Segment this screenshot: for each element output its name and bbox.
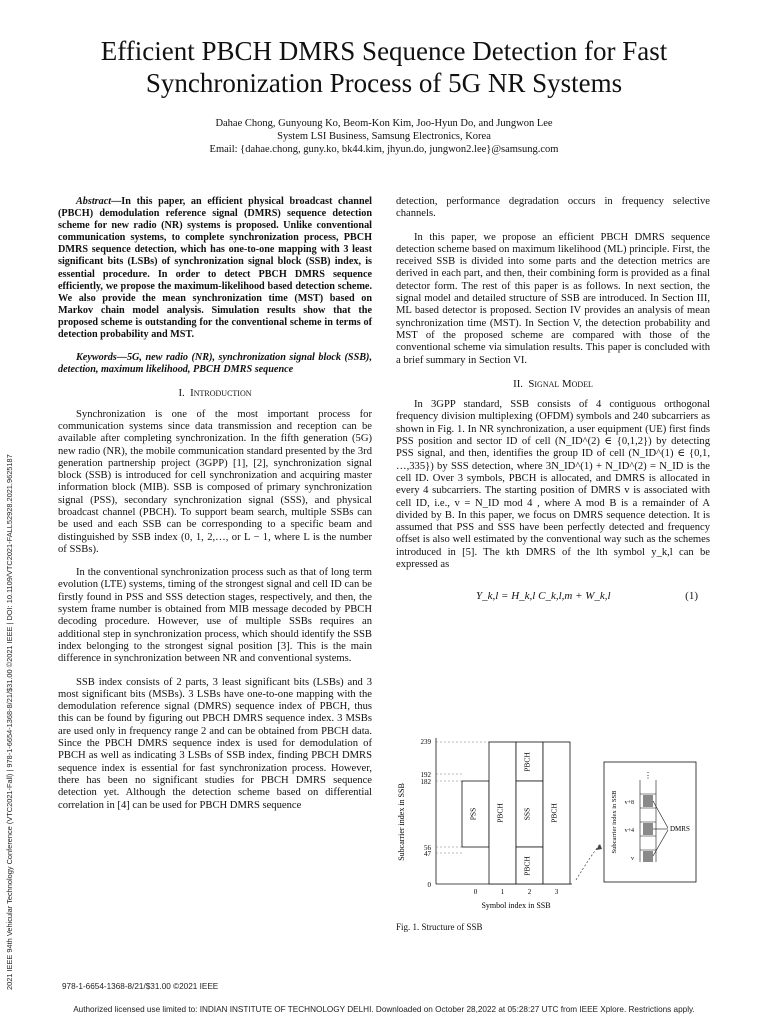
signal-model-paragraph: In 3GPP standard, SSB consists of 4 contiguous orthogonal frequency division multiplexing (OFDM) symbols and 240 subcarriers as shown in Fig. 1. In NR synchronization, a user equipment (UE) first finds PSS position and sector ID of cell (N_ID^(2) ∈ {0,1,2}) by detecting PSS signal, and then, identifies the group ID of cell (N_ID^(1) ∈ {0,1, …,335}) by SSS detection, where 3N_ID^(1) + N_ID^(2) = N_ID is the cell ID. Over 3 symbols, PBCH is allocated, and DMRS is allocated in every 4 subcarriers. The starting position of DMRS v is associated with cell ID, i.e., v = N_ID mod 4 , where A mod B is a remainder of A divided by B. In this paper, we focus on DMRS sequence detection. It is assumed that PSS and SSS have been perfectly detected and frequency offset is also well estimated by the conventional way such as the schemes introduced in [5]. The kth DMRS of the lth symbol y_k,l can be expressed as bbox=[396, 399, 710, 571]
intro-paragraph-3: SSB index consists of 2 parts, 3 least significant bits (LSBs) and 3 most significant bits (MSBs). 3 LSBs have one-to-one mapping with the demodulation reference signal (DMRS) sequence index of PBCH, thus this can be found by figuring out PBCH DMRS sequence index. 3 MSBs are used only in frequency range 2 and can be obtained from PBCH data. Since the PBCH DMRS sequence index is used for demodulation of PBCH as well as indicating 3 LSBs of SSB index, finding PBCH DMRS sequence index is essential for fast synchronization process. However, there has been no significant studies for PBCH DMRS sequence detection yet. Although the detection scheme based on differential correlation in [4] can be used for PBCH DMRS sequence bbox=[58, 676, 372, 811]
figure-caption: Fig. 1. Structure of SSB bbox=[396, 922, 483, 932]
y-tick-47: 47 bbox=[424, 850, 431, 858]
x-tick-0: 0 bbox=[473, 888, 478, 896]
author-email: Email: {dahae.chong, guny.ko, bk44.kim, jhyun.do, jungwon2.lee}@samsung.com bbox=[209, 144, 559, 155]
pbch-label-symbol-2-top: PBCH bbox=[522, 752, 532, 772]
equation-1-number: (1) bbox=[685, 590, 698, 603]
equation-1 bbox=[396, 582, 710, 610]
intro-continuation: detection, performance degradation occurs in frequency selective channels. bbox=[396, 196, 710, 220]
inset-tick-v: v bbox=[631, 856, 634, 862]
inset-dots: ⋮ bbox=[644, 771, 652, 780]
section-1-title: Introduction bbox=[190, 387, 252, 400]
pss-label: PSS bbox=[468, 807, 478, 821]
paper-title bbox=[40, 35, 728, 99]
equation-1-expression: Y_k,l = H_k,l C_k,l,m + W_k,l bbox=[476, 590, 611, 603]
dmrs-cell-v bbox=[643, 851, 653, 862]
section-2-title: Signal Model bbox=[528, 377, 593, 390]
intro-paragraph-1: Synchronization is one of the most important process for communication systems since data transmission and reception can be available after completing synchronization. In the fifth generation (5G) new radio (NR), the mobile communication standard presented by the 3rd generation partnership project (3GPP) [1], [2], synchronization signal block (SSB) is introduced for cell synchronization and acquiring master information block (MIB). SSB is composed of primary synchronization signal (PSS), secondary synchronization signal (SSS), and physical broadcast channel (PBCH). To support beam search, multiple SSBs can be used and each SSB can be corresponding to a specific beam and distinguished by SSB index (0, 1, 2,…, or L − 1, where L is the number of SSBs). bbox=[58, 408, 372, 555]
inset-y-label: Subcarrier index in SSB bbox=[611, 790, 618, 854]
author-block bbox=[40, 117, 728, 156]
section-2-heading bbox=[396, 378, 710, 390]
left-column bbox=[58, 196, 372, 823]
y-tick-239: 239 bbox=[420, 738, 431, 746]
y-tick-182: 182 bbox=[420, 778, 431, 786]
dmrs-cell-v8 bbox=[643, 795, 653, 807]
dmrs-cell-v4 bbox=[643, 823, 653, 835]
y-tick-56: 56 bbox=[424, 844, 431, 852]
dmrs-label: DMRS bbox=[670, 825, 690, 833]
copyright-line: 978-1-6654-1368-8/21/$31.00 ©2021 IEEE bbox=[62, 982, 219, 991]
intro-paragraph-4: In this paper, we propose an efficient PBCH DMRS sequence detection scheme based on maximum likelihood (ML) principle. First, the received SSB is divided into some parts and the detection metrics are derived in each part, and then, their combining form is provided as a final detector form. The rest of this paper is as follows. In next section, the signal model and detailed structure of SSB are introduced. In Section III, ML based detector is proposed. Section IV provides an analysis of mean synchronization time (MST). In Section V, the detection probability and MST of the proposed scheme are compared with those of the conventional scheme via simulation results. This paper is concluded with a brief summary in Section VI. bbox=[396, 231, 710, 366]
author-names: Dahae Chong, Gunyoung Ko, Beom-Kon Kim, Joo-Hyun Do, and Jungwon Lee bbox=[215, 118, 553, 129]
title-line-2: Synchronization Process of 5G NR Systems bbox=[145, 68, 623, 98]
abstract bbox=[58, 196, 372, 341]
y-tick-0: 0 bbox=[427, 881, 431, 889]
x-tick-1: 1 bbox=[500, 888, 505, 896]
conference-sidebar: 2021 IEEE 94th Vehicular Technology Conference (VTC2021-Fall) | 978-1-6654-1368-8/21/$31.00 ©2021 IEEE | DOI: 10.1109/VTC2021-FALL52928.2021.9625187 bbox=[5, 454, 14, 990]
license-notice: Authorized licensed use limited to: INDIAN INSTITUTE OF TECHNOLOGY DELHI. Downloaded on October 28,2022 at 05:28:27 UTC from IEEE Xplore. Restrictions apply. bbox=[73, 1005, 695, 1014]
right-column bbox=[396, 196, 710, 618]
section-1-numeral: I. bbox=[178, 387, 185, 400]
y-axis-label: Subcarrier index in SSB bbox=[397, 783, 406, 861]
pbch-label-symbol-1: PBCH bbox=[495, 803, 505, 823]
intro-paragraph-2: In the conventional synchronization process such as that of long term evolution (LTE) systems, timing of the strongest signal and cell ID can be firstly found in PSS and SSS detection stages, respectively, and then, the system frame number is obtained from MIB message decoded by PBCH decoding procedure. However, use of multiple SSBs requires an additional step in synchronization process, which should identify the SSB index belonging to the strongest signal position [3]. This is the main difference in synchronization between NR and conventional systems. bbox=[58, 567, 372, 665]
x-axis-label: Symbol index in SSB bbox=[481, 901, 551, 910]
abstract-label: Abstract bbox=[76, 196, 112, 207]
inset-tick-v4: v+4 bbox=[624, 828, 634, 834]
pbch-label-symbol-2-bottom: PBCH bbox=[522, 856, 532, 876]
title-line-1: Efficient PBCH DMRS Sequence Detection for Fast bbox=[100, 36, 668, 66]
pbch-label-symbol-3: PBCH bbox=[549, 803, 559, 823]
section-1-heading bbox=[58, 387, 372, 399]
ssb-structure-figure bbox=[394, 732, 724, 914]
keywords: Keywords—5G, new radio (NR), synchronization signal block (SSB), detection, maximum likelihood, PBCH DMRS sequence bbox=[58, 352, 372, 376]
author-affiliation: System LSI Business, Samsung Electronics, Korea bbox=[277, 131, 491, 142]
section-2-numeral: II. bbox=[513, 377, 523, 390]
sss-label: SSS bbox=[522, 807, 532, 821]
x-tick-2: 2 bbox=[527, 888, 532, 896]
inset-tick-v8: v+8 bbox=[624, 800, 634, 806]
x-tick-3: 3 bbox=[554, 888, 559, 896]
abstract-text: —In this paper, an efficient physical broadcast channel (PBCH) demodulation reference signal (DMRS) sequence detection scheme for new radio (NR) systems is proposed. Unlike conventional communication systems, to complete synchronization process, PBCH DMRS sequence detection, which has one-to-one mapping with 3 least significant bits (LSBs) of synchronization signal block (SSB) index, is essential procedure. In order to detect PBCH DMRS sequence efficiently, we propose the maximum-likelihood based detection scheme. We also provide the mean synchronization time (MST) based on Markov chain model analysis. Simulation results show that the proposed scheme is outstanding for the conventional scheme in terms of detection probability and MST. bbox=[58, 196, 372, 341]
y-tick-192: 192 bbox=[420, 771, 431, 779]
